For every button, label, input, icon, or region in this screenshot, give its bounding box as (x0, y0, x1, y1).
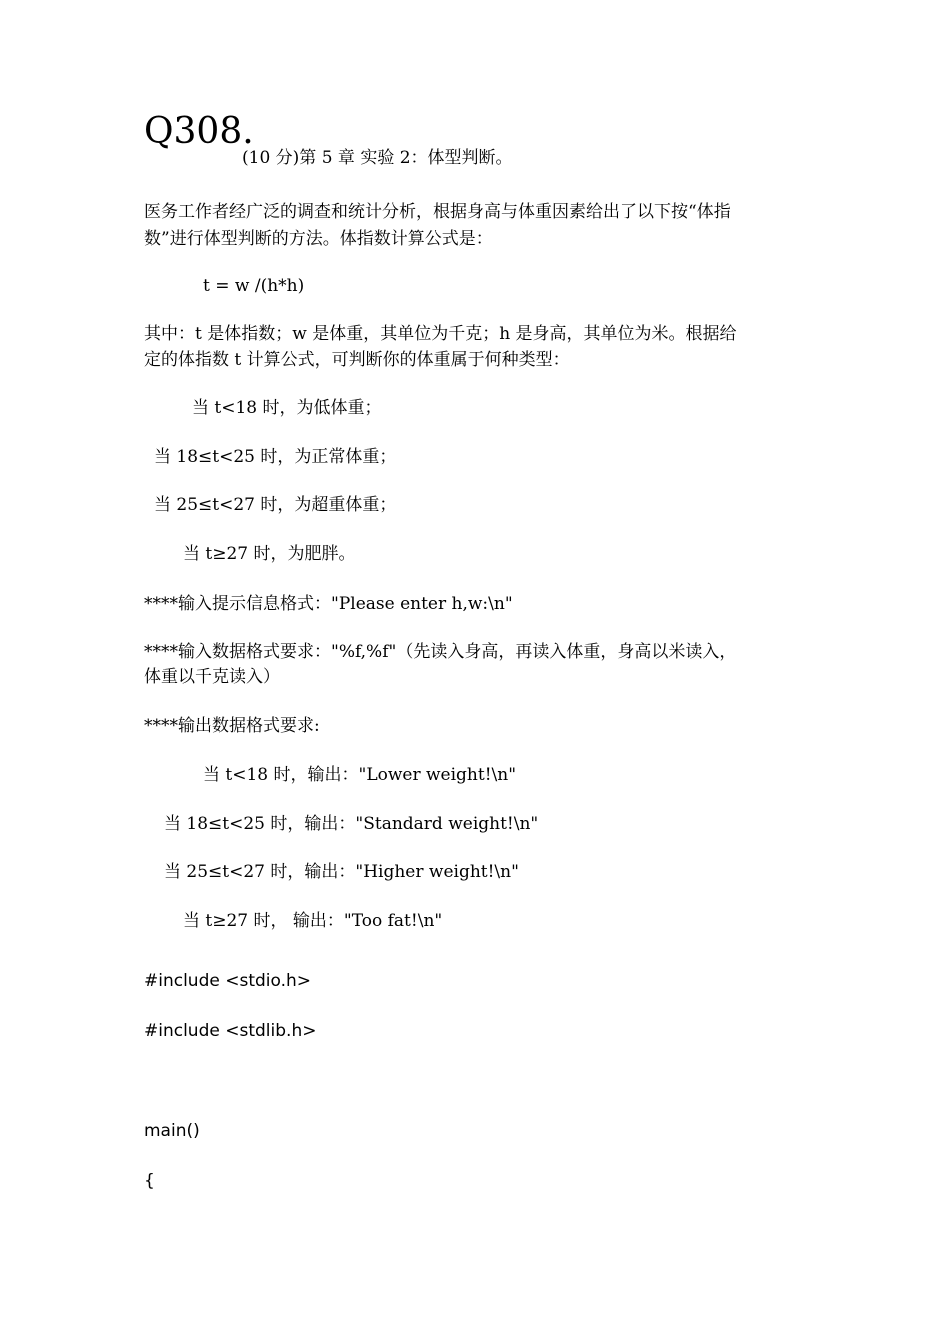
code-open-brace: { (144, 1171, 155, 1191)
input-prompt-requirement: ****输入提示信息格式："Please enter h,w:\n" (144, 594, 513, 614)
rule-low: 当 t<18 时，为低体重； (192, 398, 382, 418)
rule-obese: 当 t≥27 时，为肥胖。 (183, 544, 356, 564)
output-low: 当 t<18 时，输出："Lower weight!\n" (203, 765, 517, 785)
explain-line-2: 定的体指数 t 计算公式，可判断你的体重属于何种类型： (144, 350, 570, 370)
code-main: main() (144, 1121, 200, 1141)
question-title: Q308. (144, 111, 254, 152)
explain-line-1: 其中：t 是体指数；w 是体重，其单位为千克；h 是身高，其单位为米。根据给 (144, 324, 737, 344)
intro-line-2: 数”进行体型判断的方法。体指数计算公式是： (144, 229, 493, 249)
rule-normal: 当 18≤t<25 时，为正常体重； (154, 447, 397, 467)
input-format-line-1: ****输入数据格式要求："%f,%f"（先读入身高，再读入体重，身高以米读入， (144, 642, 737, 662)
code-include-stdlib: #include <stdlib.h> (144, 1021, 317, 1041)
input-format-line-2: 体重以千克读入） (144, 667, 280, 687)
intro-line-1: 医务工作者经广泛的调查和统计分析，根据身高与体重因素给出了以下按“体指 (144, 202, 731, 222)
output-header: ****输出数据格式要求: (144, 716, 320, 736)
output-fat: 当 t≥27 时， 输出："Too fat!\n" (183, 911, 443, 931)
output-standard: 当 18≤t<25 时，输出："Standard weight!\n" (164, 814, 539, 834)
formula: t = w /(h*h) (203, 276, 305, 296)
output-higher: 当 25≤t<27 时，输出："Higher weight!\n" (164, 862, 519, 882)
question-subtitle: (10 分)第 5 章 实验 2：体型判断。 (242, 148, 513, 168)
rule-over: 当 25≤t<27 时，为超重体重； (154, 495, 397, 515)
code-include-stdio: #include <stdio.h> (144, 971, 312, 991)
